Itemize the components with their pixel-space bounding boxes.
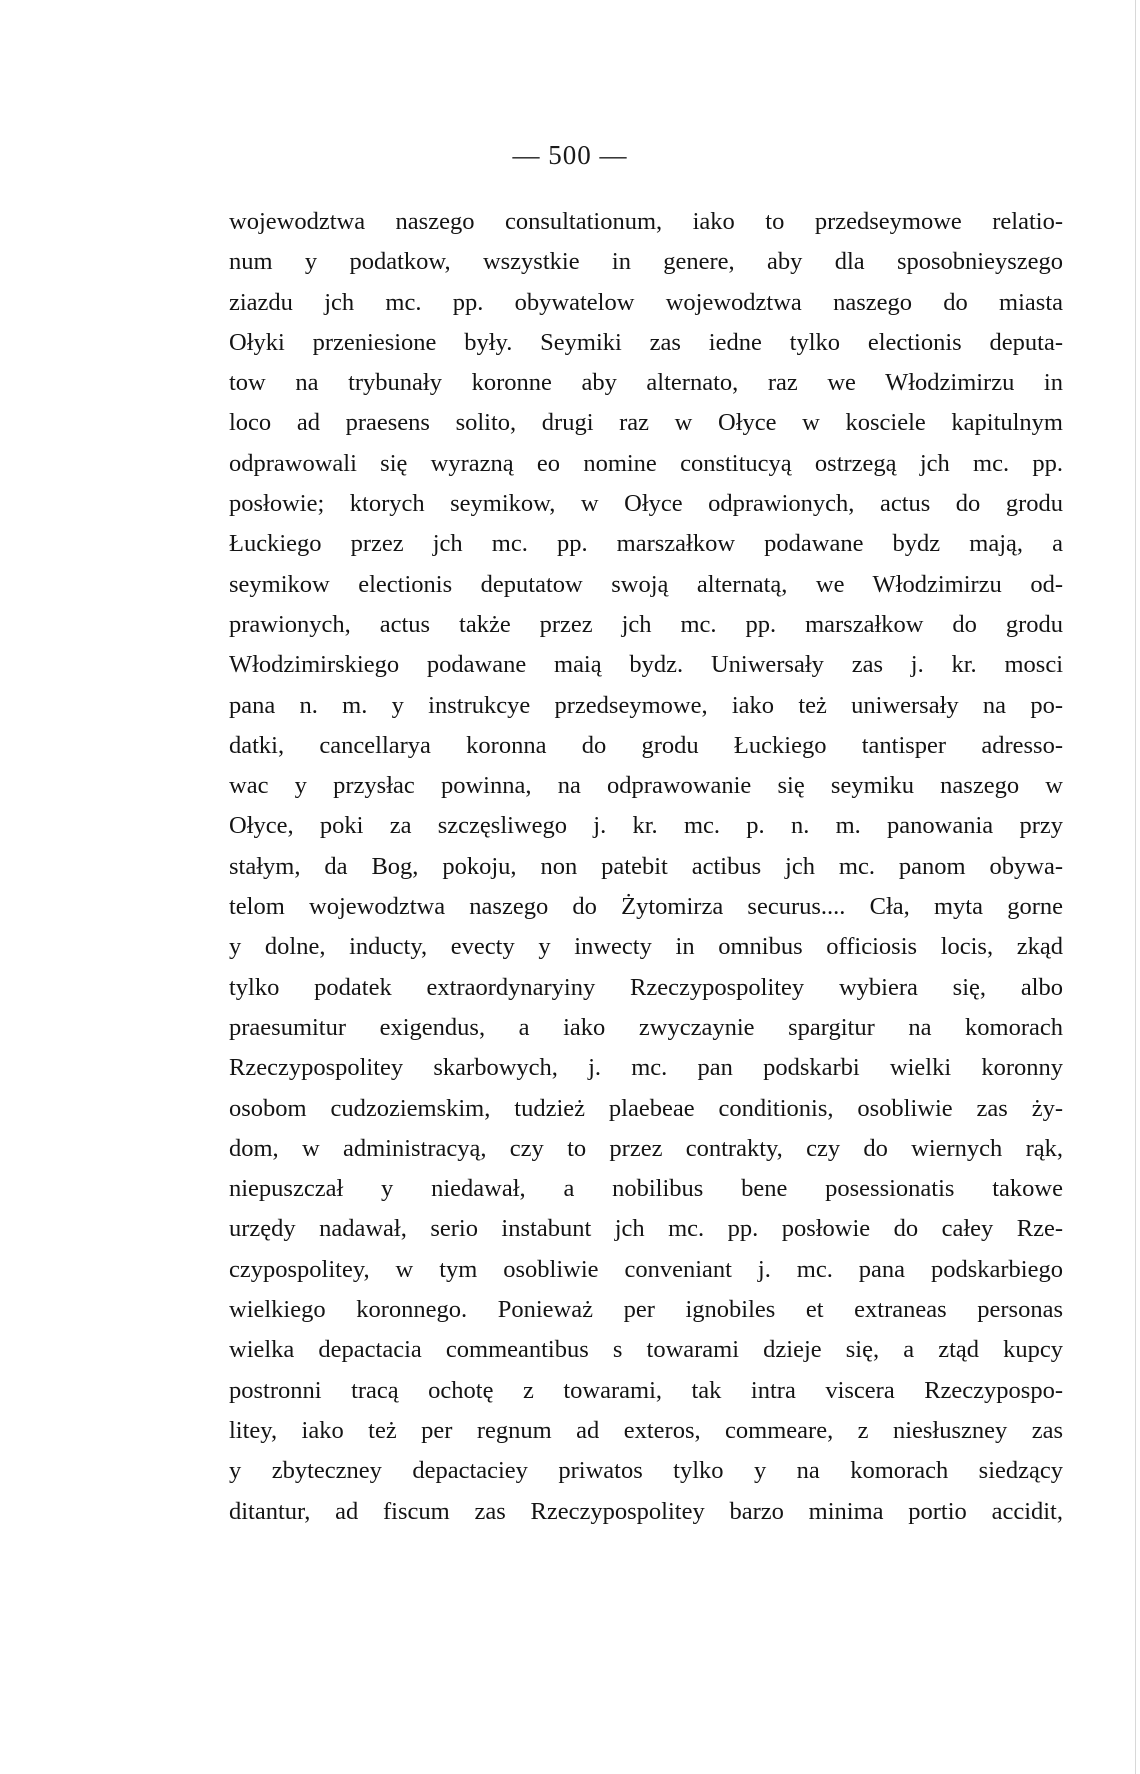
text-line: odprawowali się wyrazną eo nomine constitucyą ostrzegą jch mc. pp.: [229, 449, 1063, 477]
text-line: posłowie; ktorych seymikow, w Ołyce odprawionych, actus do grodu: [229, 490, 1063, 518]
text-line: osobom cudzoziemskim, tudzież plaebeae conditionis, osobliwie zas ży-: [229, 1094, 1063, 1122]
text-line: litey, iako też per regnum ad exteros, commeare, z niesłuszney zas: [229, 1416, 1063, 1444]
text-line: ditantur, ad fiscum zas Rzeczypospolitey barzo minima portio accidit,: [229, 1497, 1063, 1525]
text-line: loco ad praesens solito, drugi raz w Ołyce w kosciele kapitulnym: [229, 409, 1063, 437]
text-line: Ołyki przeniesione były. Seymiki zas iedne tylko electionis deputa-: [229, 328, 1063, 356]
text-line: ziazdu jch mc. pp. obywatelow wojewodztwa naszego do miasta: [229, 288, 1063, 316]
text-line: praesumitur exigendus, a iako zwyczaynie spargitur na komorach: [229, 1013, 1063, 1041]
text-line: telom wojewodztwa naszego do Żytomirza securus.... Cła, myta gorne: [229, 893, 1063, 921]
text-line: wojewodztwa naszego consultationum, iako to przedseymowe relatio-: [229, 208, 1063, 235]
text-line: y dolne, inducty, evecty y inwecty in omnibus officiosis locis, zkąd: [229, 933, 1063, 961]
text-line: wac y przysłac powinna, na odprawowanie się seymiku naszego w: [229, 772, 1063, 800]
text-line: wielkiego koronnego. Ponieważ per ignobiles et extraneas personas: [229, 1296, 1063, 1324]
text-line: tow na trybunały koronne aby alternato, raz we Włodzimirzu in: [229, 369, 1063, 397]
text-line: dom, w administracyą, czy to przez contrakty, czy do wiernych rąk,: [229, 1134, 1063, 1162]
text-line: Ołyce, poki za szczęsliwego j. kr. mc. p. n. m. panowania przy: [229, 812, 1063, 840]
page-number: — 500 —: [512, 140, 628, 170]
text-line: stałym, da Bog, pokoju, non patebit actibus jch mc. panom obywa-: [229, 852, 1063, 880]
body-text: [229, 202, 1063, 1532]
page-edge-line: [1135, 0, 1136, 1774]
text-line: Włodzimirskiego podawane maią bydz. Uniwersały zas j. kr. mosci: [229, 651, 1063, 679]
text-line: niepuszczał y niedawał, a nobilibus bene posessionatis takowe: [229, 1175, 1063, 1203]
text-line: wielka depactacia commeantibus s towarami dzieje się, a ztąd kupcy: [229, 1336, 1063, 1364]
text-line: postronni tracą ochotę z towarami, tak intra viscera Rzeczypospo-: [229, 1376, 1063, 1404]
text-line: Rzeczypospolitey skarbowych, j. mc. pan podskarbi wielki koronny: [229, 1054, 1063, 1082]
text-line: Łuckiego przez jch mc. pp. marszałkow podawane bydz mają, a: [229, 530, 1063, 558]
text-line: y zbyteczney depactaciey priwatos tylko y na komorach siedzący: [229, 1457, 1063, 1485]
text-line: seymikow electionis deputatow swoją alternatą, we Włodzimirzu od-: [229, 570, 1063, 598]
text-line: num y podatkow, wszystkie in genere, aby dla sposobnieyszego: [229, 248, 1063, 276]
text-line: urzędy nadawał, serio instabunt jch mc. pp. posłowie do całey Rze-: [229, 1215, 1063, 1243]
text-line: prawionych, actus także przez jch mc. pp. marszałkow do grodu: [229, 610, 1063, 638]
text-line: pana n. m. y instrukcye przedseymowe, iako też uniwersały na po-: [229, 691, 1063, 719]
text-line: datki, cancellarya koronna do grodu Łuckiego tantisper adresso-: [229, 731, 1063, 759]
text-line: czypospolitey, w tym osobliwie conveniant j. mc. pana podskarbiego: [229, 1255, 1063, 1283]
text-line: tylko podatek extraordynaryiny Rzeczypospolitey wybiera się, albo: [229, 973, 1063, 1001]
